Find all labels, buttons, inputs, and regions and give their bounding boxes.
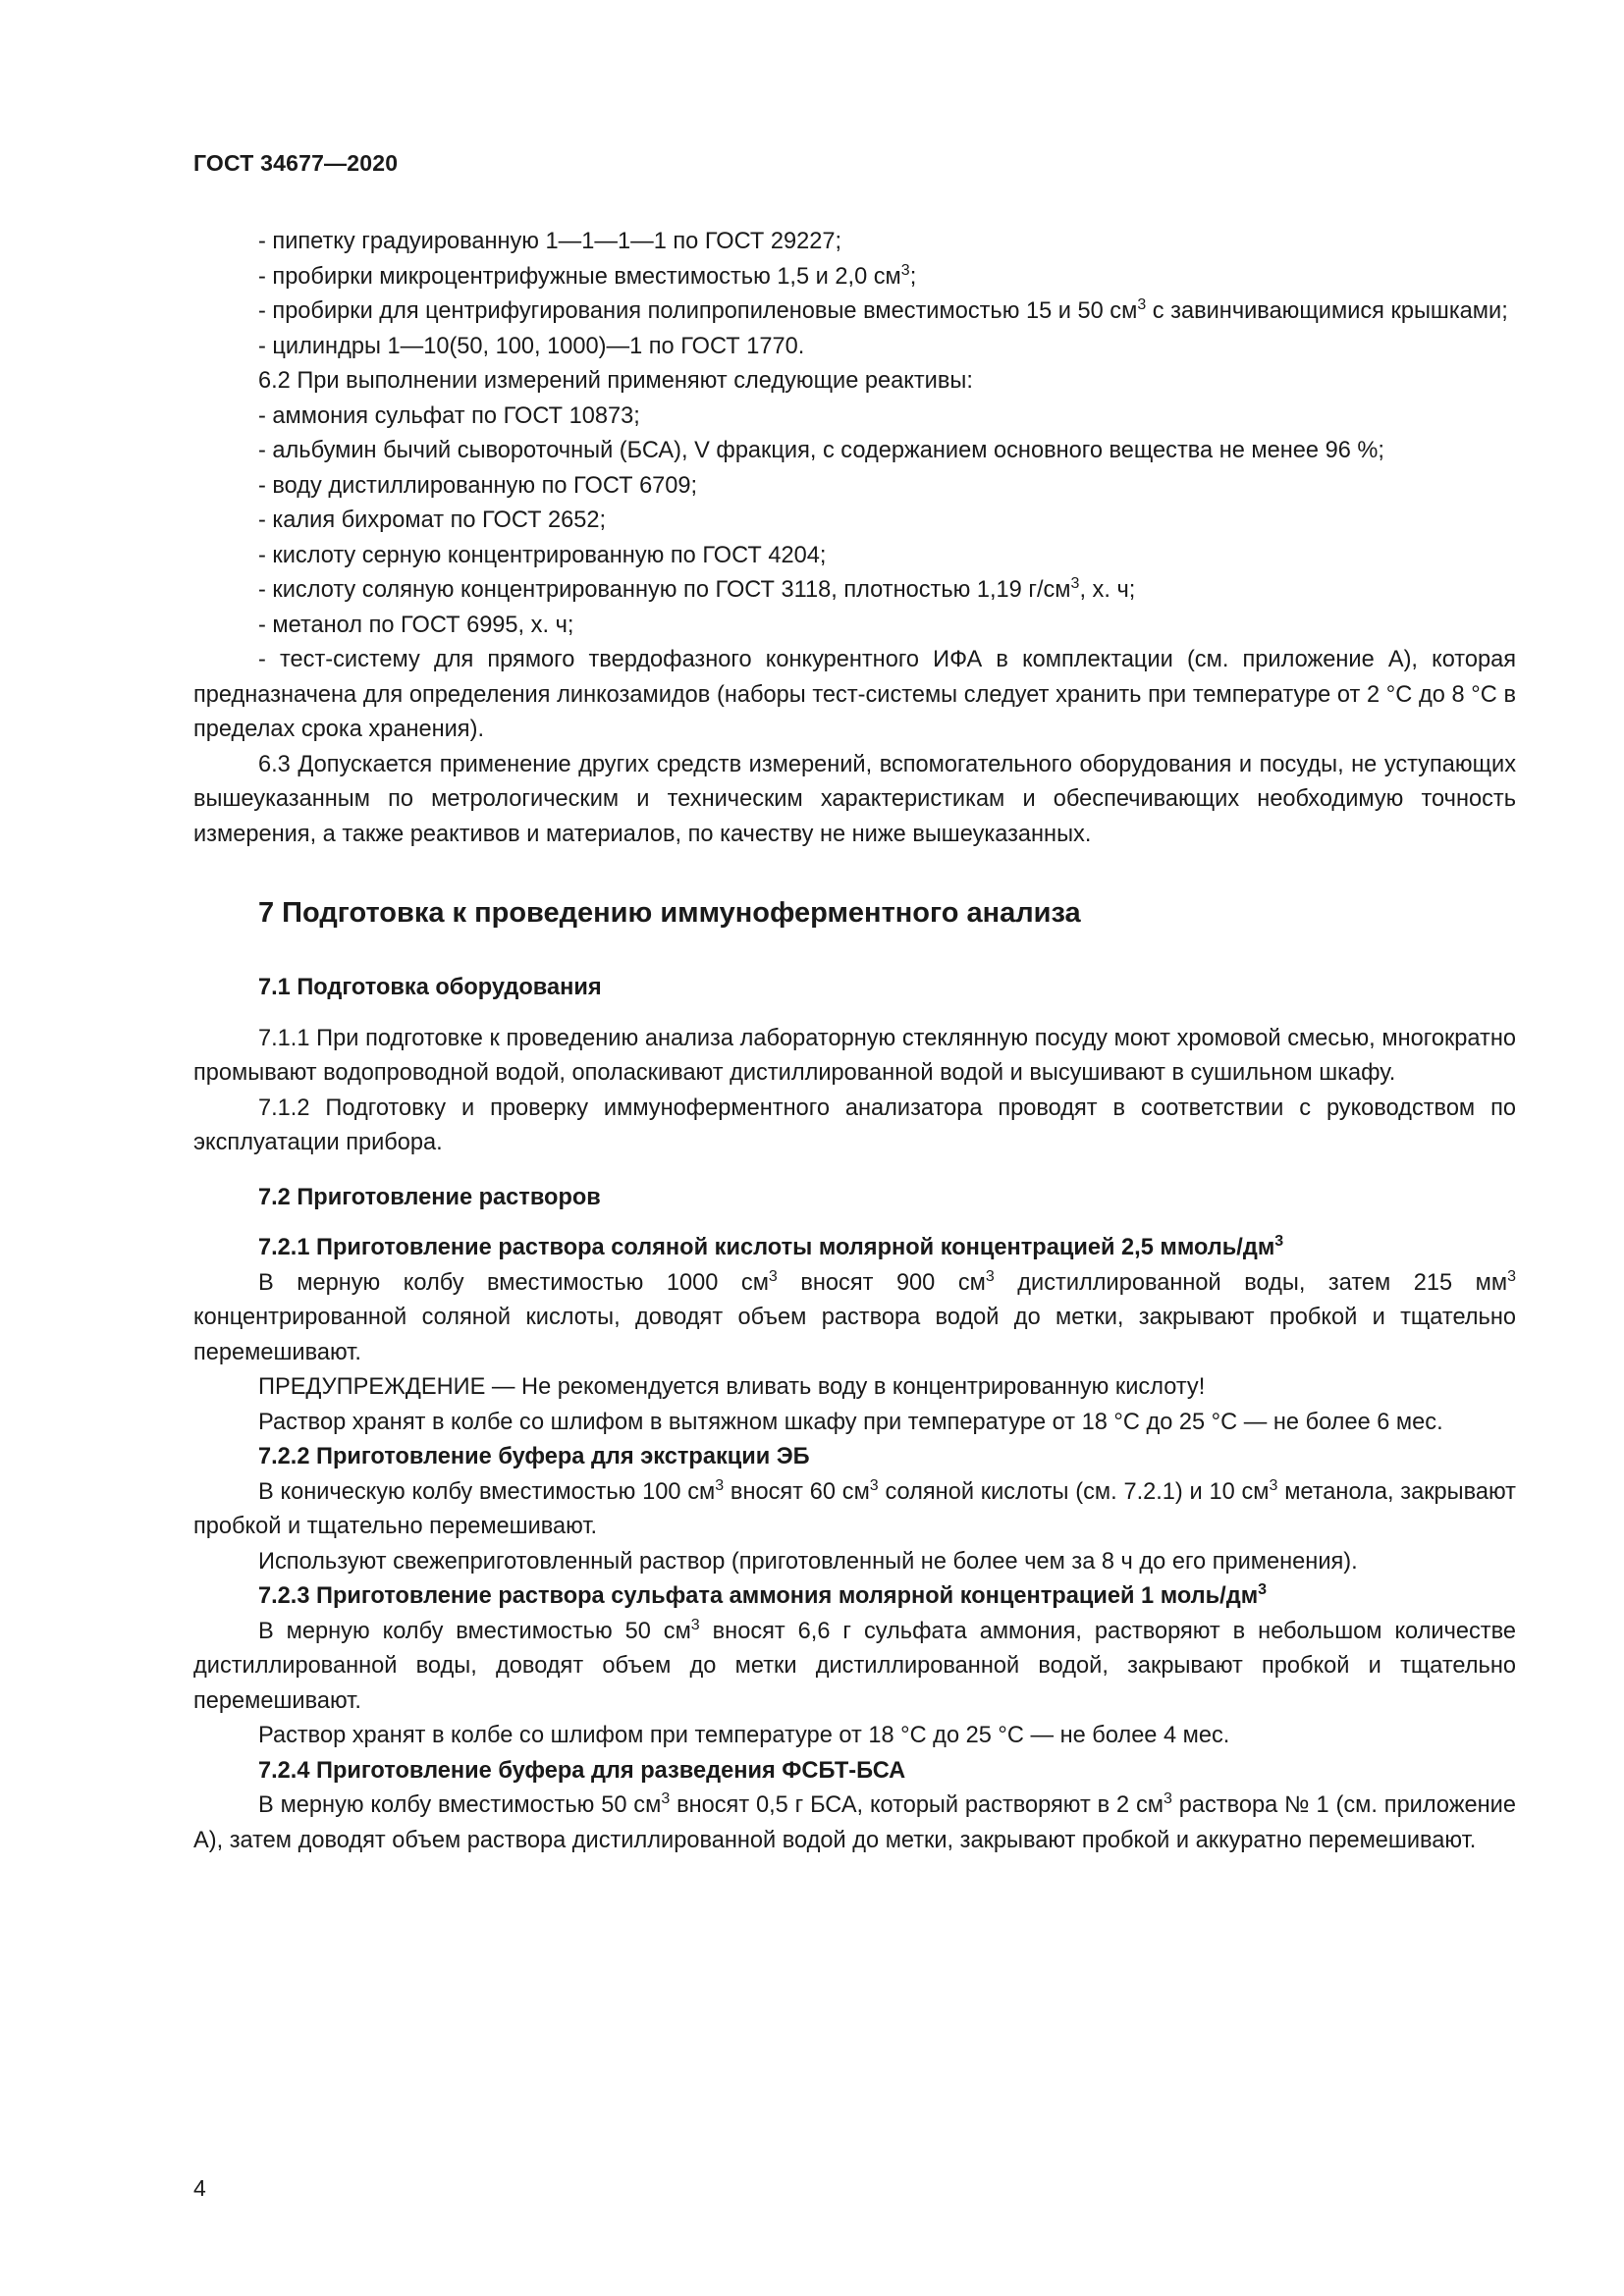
- paragraph-7-2-3: В мерную колбу вместимостью 50 $см^3$ вносят 6,6 г сульфата аммония, растворяют в небольшом количестве дистиллированной воды, доводят объем до метки дистиллированной водой, закрывают пробкой и тщательно перемешивают.: [193, 1616, 1516, 1714]
- list-item: - метанол по ГОСТ 6995, х. ч;: [258, 612, 574, 638]
- list-item: - кислоту соляную концентрированную по ГОСТ 3118, плотностью 1,19 $г/см^3$, х. ч;: [258, 575, 1136, 603]
- subsection-7-2-2-heading: 7.2.2 Приготовление буфера для экстракции ЭБ: [258, 1444, 810, 1469]
- list-item: - пробирки микроцентрифужные вместимостью 1,5 и 2,0 $см^3$;: [258, 261, 917, 290]
- storage-note: Раствор хранят в колбе со шлифом при температуре от 18 °С до 25 °С — не более 4 мес.: [258, 1723, 1230, 1748]
- paragraph-7-2-1: В мерную колбу вместимостью 1000 $см^3$ вносят 900 $см^3$ дистиллированной воды, затем 215 $мм^3$ концентрированной соляной кислоты, доводят объем раствора водой до метки, закрывают пробкой и тщательно перемешивают.: [193, 1267, 1516, 1365]
- usage-note: Используют свежеприготовленный раствор (приготовленный не более чем за 8 ч до его применения).: [258, 1548, 1358, 1575]
- storage-note: Раствор хранят в колбе со шлифом в вытяжном шкафу при температуре от 18 °С до 25 °С — не более 6 мес.: [258, 1409, 1443, 1435]
- paragraph-7-2-2: В коническую колбу вместимостью 100 $см^3$ вносят 60 $см^3$ соляной кислоты (см. 7.2.1) и 10 $см^3$ метанола, закрывают пробкой и тщательно перемешивают.: [193, 1476, 1516, 1539]
- subsection-7-2-4-heading: 7.2.4 Приготовление буфера для разведения ФСБТ-БСА: [258, 1757, 906, 1784]
- section-7-heading: 7 Подготовка к проведению иммуноферментного анализа: [258, 897, 1081, 929]
- list-item: - тест-систему для прямого твердофазного конкурентного ИФА в комплектации (см. приложение А), которая предназначена для определения линкозамидов (наборы тест-системы следует хранить при температуре от 2 °С до 8 °С в пределах срока хранения).: [193, 647, 1516, 742]
- list-item: - пипетку градуированную 1—1—1—1 по ГОСТ 29227;: [258, 229, 842, 254]
- list-item: - воду дистиллированную по ГОСТ 6709;: [258, 472, 698, 499]
- subsection-7-2-3-heading: 7.2.3 Приготовление раствора сульфата аммония молярной концентрацией 1 моль/$дм^3$: [258, 1581, 1268, 1609]
- subsection-7-1-heading: 7.1 Подготовка оборудования: [258, 975, 602, 1000]
- list-item: - альбумин бычий сывороточный (БСА), V фракция, с содержанием основного вещества не менее 96 %;: [258, 438, 1384, 463]
- list-item: - калия бихромат по ГОСТ 2652;: [258, 507, 607, 533]
- list-item: - аммония сульфат по ГОСТ 10873;: [258, 402, 640, 429]
- paragraph-7-1-2: 7.1.2 Подготовку и проверку иммуноферментного анализатора проводят в соответствии с руководством по эксплуатации прибора.: [193, 1095, 1516, 1155]
- paragraph-6-3: 6.3 Допускается применение других средств измерений, вспомогательного оборудования и посуды, не уступающих вышеуказанным по метрологическим и техническим характеристикам и обеспечивающих необходимую точность измерения, а также реактивов и материалов, по качеству не ниже вышеуказанных.: [193, 751, 1516, 847]
- warning-text: ПРЕДУПРЕЖДЕНИЕ — Не рекомендуется вливать воду в концентрированную кислоту!: [258, 1374, 1206, 1400]
- subsection-7-2-heading: 7.2 Приготовление растворов: [258, 1184, 601, 1210]
- page-number: 4: [193, 2175, 206, 2201]
- document-page: [193, 0, 1516, 2296]
- document-body: [193, 225, 1516, 1858]
- list-item: - цилиндры 1—10(50, 100, 1000)—1 по ГОСТ 1770.: [258, 333, 805, 359]
- list-item: - пробирки для центрифугирования полипропиленовые вместимостью 15 и 50 $см^3$ с завинчивающимися крышками;: [258, 296, 1508, 324]
- paragraph-7-2-4: В мерную колбу вместимостью 50 $см^3$ вносят 0,5 г БСА, который растворяют в 2 $см^3$ раствора № 1 (см. приложение А), затем доводят объем раствора дистиллированной водой до метки, закрывают пробкой и аккуратно перемешивают.: [193, 1790, 1516, 1853]
- paragraph-7-1-1: 7.1.1 При подготовке к проведению анализа лабораторную стеклянную посуду моют хромовой смесью, многократно промывают водопроводной водой, ополаскивают дистиллированной водой и высушивают в сушильном шкафу.: [193, 1025, 1516, 1086]
- list-item: - кислоту серную концентрированную по ГОСТ 4204;: [258, 542, 827, 568]
- paragraph-6-2: 6.2 При выполнении измерений применяют следующие реактивы:: [258, 368, 973, 394]
- subsection-7-2-1-heading: 7.2.1 Приготовление раствора соляной кислоты молярной концентрацией 2,5 ммоль/$дм^3$: [258, 1233, 1284, 1260]
- document-code: ГОСТ 34677—2020: [193, 150, 399, 176]
